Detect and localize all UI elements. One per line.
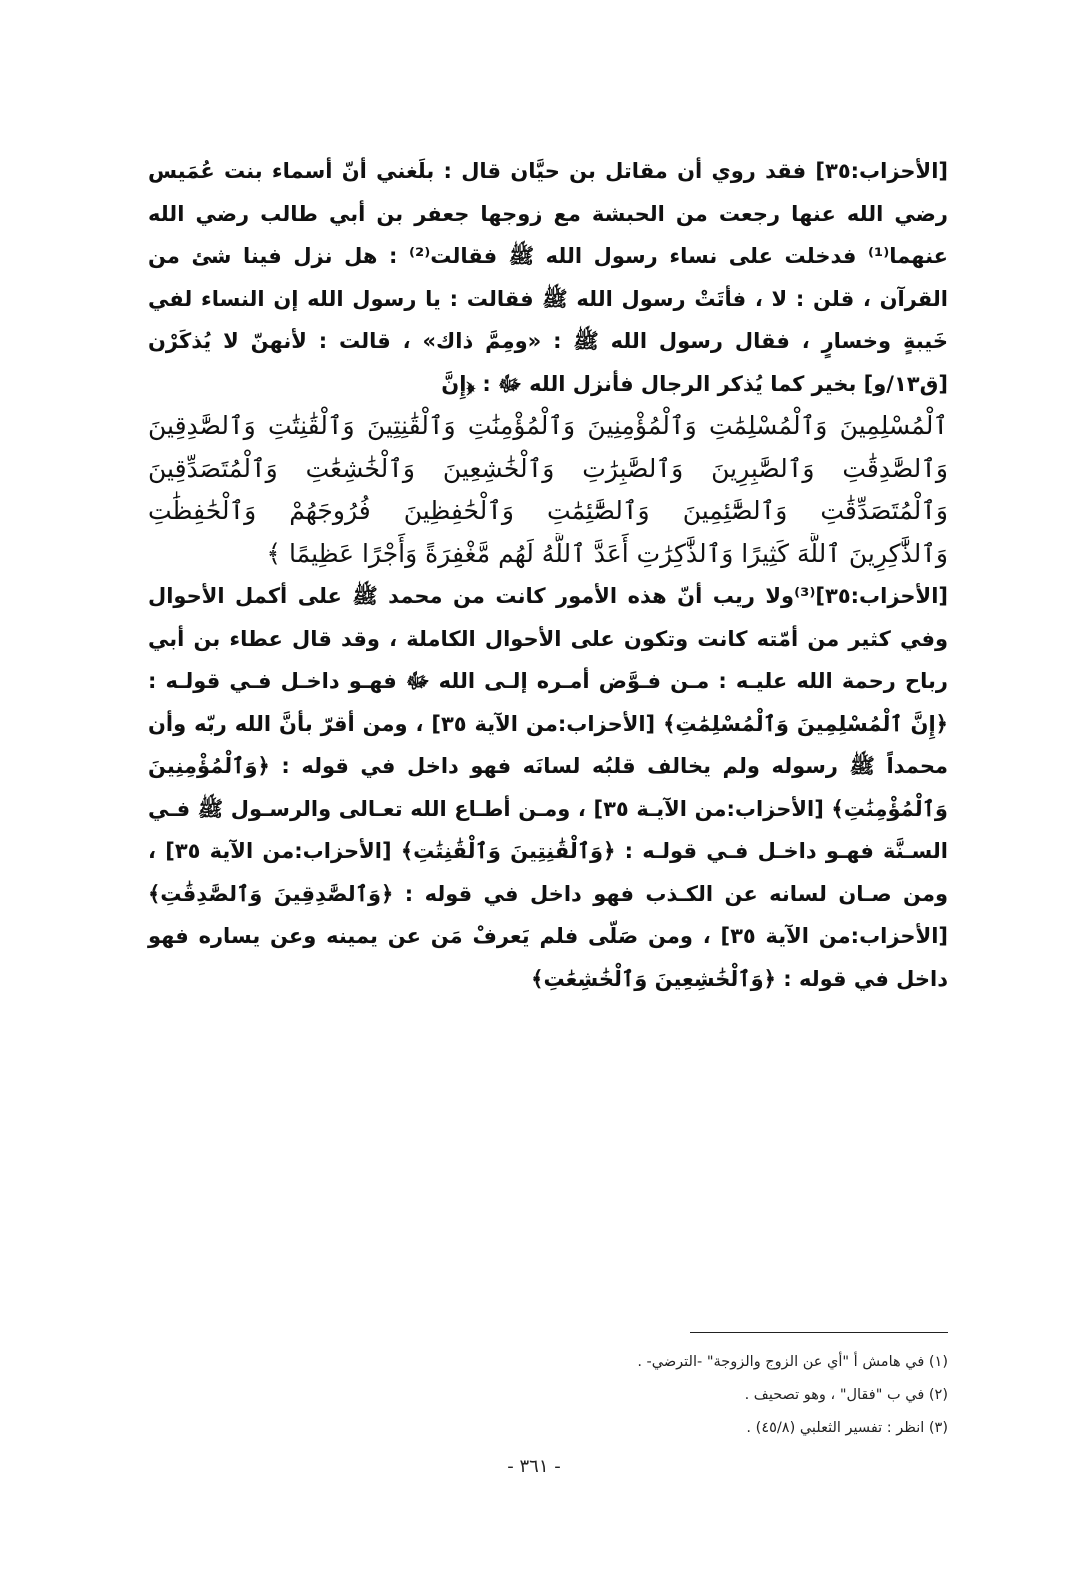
quran-verse-block xyxy=(148,405,948,575)
verse-line: وَٱلْمُتَصَدِّقَٰتِ وَٱلصَّٰٓئِمِينَ وَٱلصَّٰٓئِمَٰتِ وَٱلْحَٰفِظِينَ فُرُوجَهُمْ وَٱلْحَٰفِظَٰتِ xyxy=(148,496,948,525)
verse-line: وَٱلذَّٰكِرِينَ ٱللَّهَ كَثِيرًا وَٱلذَّٰكِرَٰتِ أَعَدَّ ٱللَّهُ لَهُم مَّغْفِرَةً وَأَجْرًا عَظِيمًا ﴾ xyxy=(266,538,948,568)
footnote-divider xyxy=(690,1332,948,1333)
footnote: (٢) في ب "فقال" ، وهو تصحيف . xyxy=(744,1387,948,1403)
verse-line: ٱلْمُسْلِمِينَ وَٱلْمُسْلِمَٰتِ وَٱلْمُؤْمِنِينَ وَٱلْمُؤْمِنَٰتِ وَٱلْقَٰنِتِينَ وَٱلْقَٰنِتَٰتِ وَٱلصَّٰدِقِينَ xyxy=(148,411,948,440)
footnotes xyxy=(600,1346,948,1445)
footnote: (٣) انظر : تفسير الثعلبي (٤٥/٨) . xyxy=(746,1420,948,1436)
paragraph-intro: [الأحزاب:٣٥] فقد روي أن مقاتل بن حيَّان قال : بلَغني أنّ أسماء بنت عُمَيس رضي الله عنها رجعت من الحبشة مع زوجها جعفر بن أبي طالب رضي الله عنهما⁽¹⁾ فدخلت على نساء رسول الله ﷺ فقالت⁽²⁾ : هل نزل فينا شئ من القرآن ، قلن : لا ، فأتَتْ رسول الله ﷺ فقالت : يا رسول الله إن النساء لفي خَيبةٍ وخسارٍ ، فقال رسول الله ﷺ : «ومِمَّ ذاك» ، قالت : لأنهنّ لا يُذكَرْن [ق١٣/و] بخير كما يُذكر الرجال فأنزل الله ﷻ : ﴿إِنَّ xyxy=(148,159,948,396)
footnote: (١) في هامش أ "أي عن الزوج والزوجة" -الترضي- . xyxy=(637,1354,948,1370)
paragraph-commentary: [الأحزاب:٣٥]⁽³⁾ولا ريب أنّ هذه الأمور كانت من محمد ﷺ على أكمل الأحوال وفي كثير من أمّته كانت وتكون على الأحوال الكاملة ، وقد قال عطاء بن أبي رباح رحمة الله عليـه : مـن فـوَّض أمـره إلـى الله ﷻ فهـو داخـل فـي قولـه : ﴿إِنَّ ٱلْمُسْلِمِينَ وَٱلْمُسْلِمَٰتِ﴾ [الأحزاب:من الآية ٣٥] ، ومن أقرّ بأنَّ الله ربّه وأن محمداً ﷺ رسوله ولم يخالف قلبُه لسانَه فهو داخل في قوله : ﴿وَٱلْمُؤْمِنِينَ وَٱلْمُؤْمِنَٰتِ﴾ [الأحزاب:من الآيـة ٣٥] ، ومـن أطـاع الله تعـالى والرسـول ﷺ فـي السـنَّة فهـو داخـل فـي قولـه : ﴿وَٱلْقَٰنِتِينَ وَٱلْقَٰنِتَٰتِ﴾ [الأحزاب:من الآية ٣٥] ، ومن صـان لسانه عن الكـذب فهو داخل في قوله : ﴿وَٱلصَّٰدِقِينَ وَٱلصَّٰدِقَٰتِ﴾ [الأحزاب:من الآية ٣٥] ، ومن صَلّى فلم يَعرفْ مَن عن يمينه وعن يساره فهو داخل في قوله : ﴿وَٱلْخَٰشِعِينَ وَٱلْخَٰشِعَٰتِ﴾ xyxy=(148,584,948,991)
page-number: - ٣٦١ - xyxy=(507,1456,561,1477)
verse-line: وَٱلصَّٰدِقَٰتِ وَٱلصَّٰبِرِينَ وَٱلصَّٰبِرَٰتِ وَٱلْخَٰشِعِينَ وَٱلْخَٰشِعَٰتِ وَٱلْمُتَصَدِّقِينَ xyxy=(148,453,948,483)
main-text xyxy=(148,150,948,1000)
